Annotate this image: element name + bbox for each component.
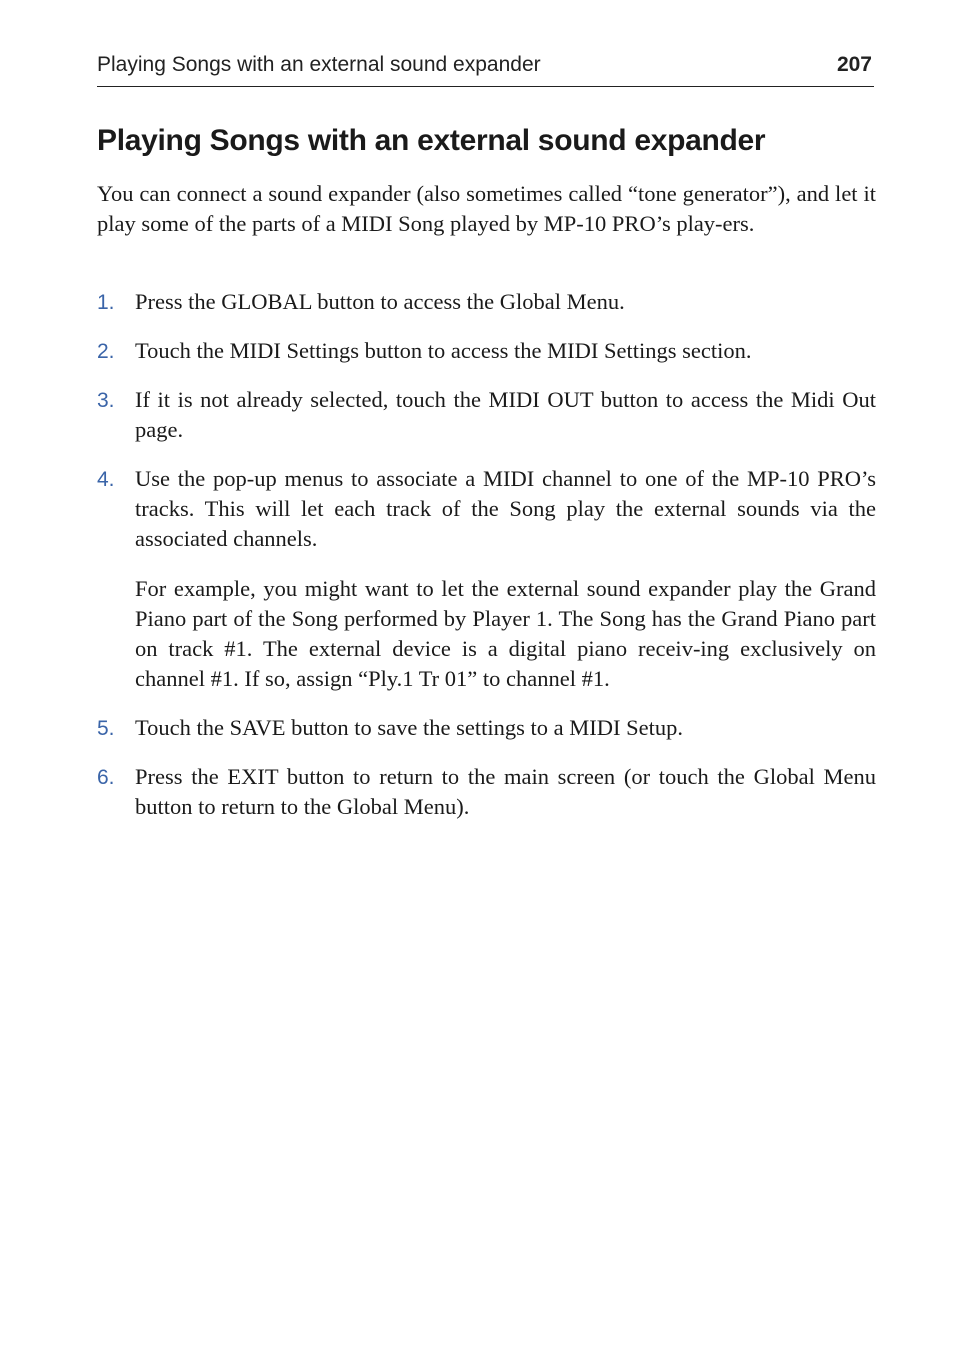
step-3 (97, 385, 876, 445)
step-2 (97, 336, 876, 366)
step-text: If it is not already selected, touch the MIDI OUT button to access the Midi Out page. (135, 387, 876, 442)
step-5 (97, 713, 876, 743)
steps-list (97, 287, 876, 841)
step-text: Press the EXIT button to return to the main screen (or touch the Global Menu button to return to the Global Menu). (135, 764, 876, 819)
step-number: 5. (97, 717, 115, 740)
step-number: 2. (97, 340, 115, 363)
step-number: 3. (97, 389, 115, 412)
step-number: 4. (97, 468, 115, 491)
step-number: 1. (97, 291, 115, 314)
step-text: Press the GLOBAL button to access the Global Menu. (135, 289, 625, 314)
step-note: For example, you might want to let the external sound expander play the Grand Piano part of the Song performed by Player 1. The Song has the Grand Piano part on track #1. The external device is a digital piano receiv-ing exclusively on channel #1. If so, assign “Ply.1 Tr 01” to channel #1. (135, 576, 876, 691)
running-header (97, 52, 874, 87)
page-number: 207 (836, 53, 872, 76)
step-text: Touch the SAVE button to save the settings to a MIDI Setup. (135, 715, 683, 740)
intro-paragraph: You can connect a sound expander (also sometimes called “tone generator”), and let it play some of the parts of a MIDI Song played by MP-10 PRO’s play-ers. (97, 181, 876, 236)
step-text: Use the pop-up menus to associate a MIDI channel to one of the MP-10 PRO’s tracks. This will let each track of the Song play the external sounds via the associated channels. (135, 466, 876, 551)
header-title: Playing Songs with an external sound expander (97, 53, 541, 76)
step-4 (97, 464, 876, 694)
step-number: 6. (97, 766, 115, 789)
section-title: Playing Songs with an external sound expander (97, 124, 766, 157)
step-1 (97, 287, 876, 317)
step-6 (97, 762, 876, 822)
step-text: Touch the MIDI Settings button to access the MIDI Settings section. (135, 338, 752, 363)
